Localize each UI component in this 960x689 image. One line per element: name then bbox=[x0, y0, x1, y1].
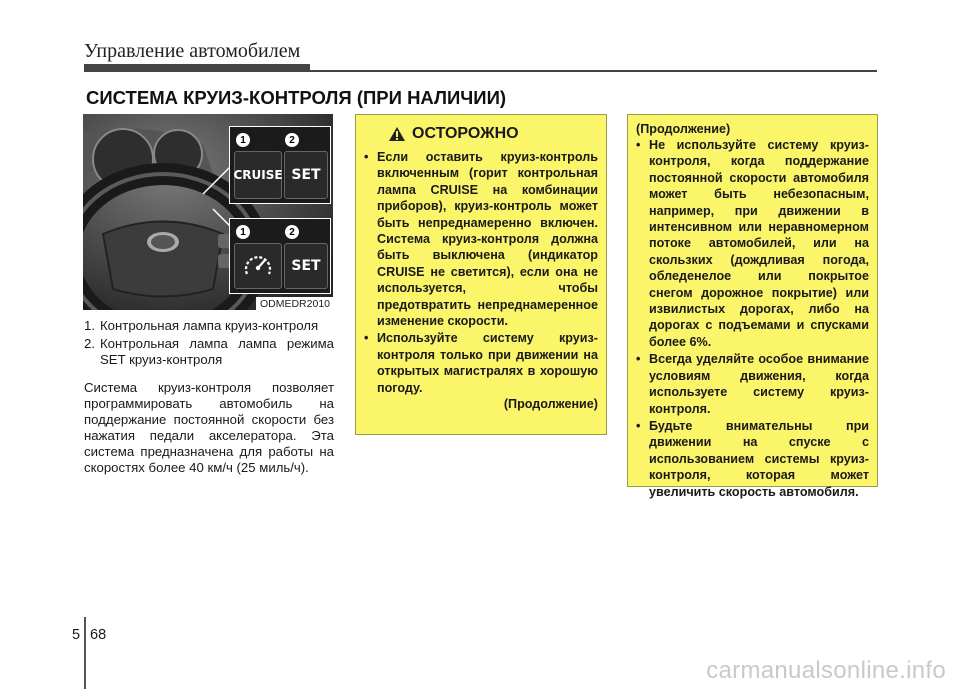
list-item-text: Всегда уделяйте особое внимание условиям движения, когда используете систему круиз-контроля. bbox=[649, 352, 869, 416]
continued-note: (Продолжение) bbox=[503, 397, 598, 412]
list-item bbox=[364, 149, 598, 329]
list-item-text: Если оставить круиз-контроль включенным (горит контрольная лампа CRUISE на комбинации приборов), круиз-контроль может быть непреднамеренно включен. Система круиз-контроля должна быть выключена (индикатор CRUISE не светится), если она не используется, чтобы предотвратить непреднамеренное изменение скорости. bbox=[377, 150, 598, 329]
continuation-list bbox=[636, 137, 869, 500]
chapter-number: 5 bbox=[72, 627, 81, 643]
list-item bbox=[364, 330, 598, 396]
caption-list bbox=[84, 318, 334, 368]
inset-top-badge-2: 2 bbox=[285, 133, 299, 147]
watermark: carmanualsonline.info bbox=[706, 657, 946, 684]
dashboard-photo bbox=[83, 114, 333, 310]
bullet: • bbox=[636, 138, 641, 152]
warning-list bbox=[364, 149, 598, 396]
page-number: 68 bbox=[90, 627, 107, 643]
body-paragraph: Система круиз-контроля позволяет программировать автомобиль на поддержание постоянной скорости без нажатия педали акселератора. Эта система предназначена для работы на скоростях более 40 км/ч (25 миль/ч). bbox=[84, 380, 334, 475]
caption-number: 2. bbox=[84, 336, 95, 351]
figure-code: ODMEDR2010 bbox=[256, 297, 333, 310]
bullet: • bbox=[364, 331, 369, 346]
list-item bbox=[636, 351, 869, 417]
cruise-speedometer-icon bbox=[243, 252, 273, 280]
set-indicator-lamp: SET bbox=[284, 243, 328, 289]
header-rule-thin bbox=[84, 70, 877, 72]
caption-item bbox=[84, 318, 334, 334]
page-header-title: Управление автомобилем bbox=[84, 40, 301, 62]
cruise-indicator-lamp bbox=[234, 243, 282, 289]
bullet: • bbox=[636, 352, 641, 367]
footer-divider bbox=[84, 617, 86, 689]
inset-bottom-badge-1: 1 bbox=[236, 225, 250, 239]
list-item-text: Будьте внимательны при движении на спуске с использованием системы круиз-контроля, которая может увеличить скорость автомобиля. bbox=[649, 418, 869, 499]
inset-cruise-buttons bbox=[229, 126, 331, 204]
caption-text: Контрольная лампа лампа режима SET круиз-контроля bbox=[100, 336, 334, 367]
inset-indicator-lamps bbox=[229, 218, 331, 294]
set-button: SET bbox=[284, 151, 328, 199]
cruise-button: CRUISE bbox=[234, 151, 282, 199]
continuation-box bbox=[627, 114, 878, 499]
warning-title: ОСТОРОЖНО bbox=[412, 125, 519, 142]
caption-text: Контрольная лампа круиз-контроля bbox=[100, 318, 319, 333]
bullet: • bbox=[636, 418, 641, 433]
section-title: СИСТЕМА КРУИЗ-КОНТРОЛЯ (ПРИ НАЛИЧИИ) bbox=[86, 87, 507, 108]
warning-box bbox=[355, 114, 607, 435]
bullet: • bbox=[364, 150, 369, 164]
continuation-label: (Продолжение) bbox=[636, 122, 731, 136]
list-item-text: Используйте систему круиз-контроля только при движении на открытых магистралях в хорошую погоду. bbox=[377, 331, 598, 395]
inset-top-badge-1: 1 bbox=[236, 133, 250, 147]
warning-heading bbox=[388, 125, 598, 143]
list-item bbox=[636, 418, 869, 500]
inset-bottom-badge-2: 2 bbox=[285, 225, 299, 239]
caption-item bbox=[84, 336, 334, 368]
list-item-text: Не используйте систему круиз-контроля, когда поддержание постоянной скорости автомобиля может быть небезопасным, например, при движении в интенсивном или неравномерном потоке автомобилей, или на скользких (дождливая погода, обледенелое или покрытое снегом дорожное покрытие) или извилистых дорогах, либо на дорогах с подъемами и спусками более 6%. bbox=[649, 138, 869, 349]
caption-number: 1. bbox=[84, 318, 95, 333]
warning-triangle-icon bbox=[388, 126, 406, 142]
list-item bbox=[636, 137, 869, 350]
